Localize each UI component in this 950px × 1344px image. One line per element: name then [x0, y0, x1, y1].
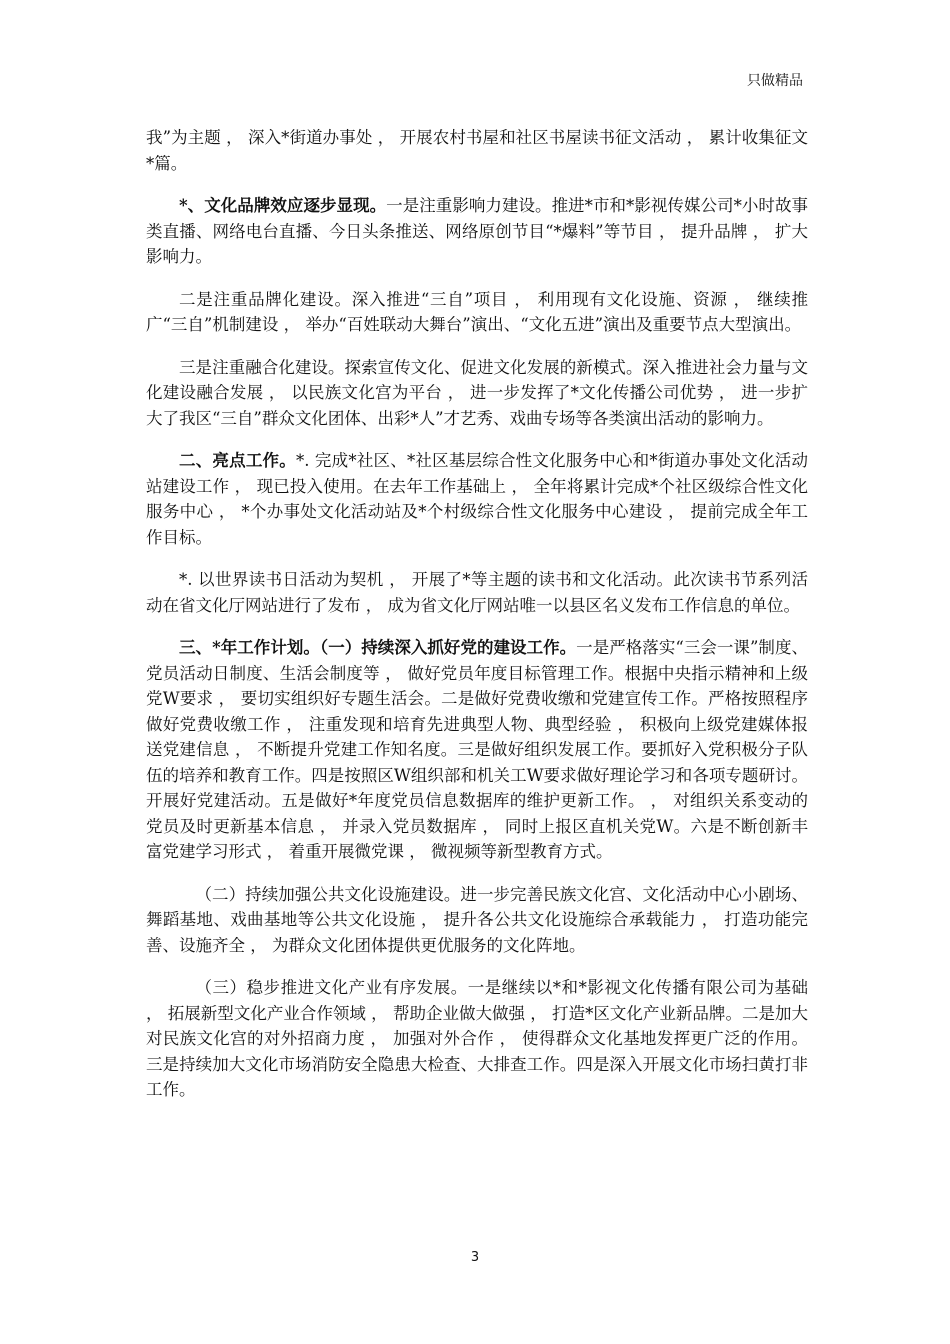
paragraph-text: *. 完成*社区、*社区基层综合性文化服务中心和*街道办事处文化活动站建设工作 ， 现已投入使用。在去年工作基础上 ， 全年将累计完成*个社区级综合性文化服务中心 ， *个办事处文化活动站及*个村级综合性文化服务中心建设 ， 提前完成全年工作目标。 [146, 451, 809, 547]
paragraph-text: 二是注重品牌化建设。深入推进“三自”项目 ， 利用现有文化设施、资源 ， 继续推广“三自”机制建设 ， 举办“百姓联动大舞台”演出、“文化五进”演出及重要节点大型演出。 [146, 289, 808, 334]
paragraph-1 [146, 125, 808, 176]
document-body [146, 125, 808, 1120]
paragraph-text: （三）稳步推进文化产业有序发展。一是继续以*和*影视文化传播有限公司为基础 ， 拓展新型文化产业合作领域 ， 帮助企业做大做强 ， 打造*区文化产业新品牌。二是加大对民族文化宫的对外招商力度 ， 加强对外合作 ， 使得群众文化基地发挥更广泛的作用。三是持续加大文化市场消防安全隐患大检查、大排查工作。四是深入开展文化市场扫黄打非工作。 [146, 978, 808, 1099]
paragraph-text: 一是严格落实“三会一课”制度、党员活动日制度、生活会制度等 ， 做好党员年度目标管理工作。根据中央指示精神和上级党W要求 ， 要切实组织好专题生活会。二是做好党费收缴和党建宣传工作。严格按照程序做好党费收缴工作 ， 注重发现和培育先进典型人物、典型经验 ， 积极向上级党建媒体报送党建信息 ， 不断提升党建工作知名度。三是做好组织发展工作。要抓好入党积极分子队伍的培养和教育工作。四是按照区W组织部和机关工W要求做好理论学习和各项专题研讨。开展好党建活动。五是做好*年度党员信息数据库的维护更新工作。 ， 对组织关系变动的党员及时更新基本信息 ， 并录入党员数据库 ， 同时上报区直机关党W。六是不断创新丰富党建学习形式 ， 着重开展微党课 ， 微视频等新型教育方式。 [146, 638, 808, 861]
paragraph-text: *. 以世界读书日活动为契机 ， 开展了*等主题的读书和文化活动。此次读书节系列活动在省文化厅网站进行了发布 ， 成为省文化厅网站唯一以县区名义发布工作信息的单位。 [146, 570, 808, 615]
paragraph-7 [146, 635, 808, 865]
paragraph-5 [146, 448, 808, 550]
page-number: 3 [470, 1250, 480, 1265]
paragraph-heading: 二、亮点工作。 [179, 451, 296, 470]
paragraph-6 [146, 567, 808, 618]
paragraph-text: 三是注重融合化建设。探索宣传文化、促进文化发展的新模式。深入推进社会力量与文化建设融合发展 ， 以民族文化宫为平台 ， 进一步发挥了*文化传播公司优势 ， 进一步扩大了我区“三自”群众文化团体、出彩*人”才艺秀、戏曲专场等各类演出活动的影响力。 [146, 357, 808, 428]
paragraph-4 [146, 355, 808, 432]
paragraph-heading: 三、*年工作计划。（一）持续深入抓好党的建设工作。 [179, 638, 577, 657]
paragraph-2 [146, 193, 808, 270]
paragraph-3 [146, 287, 808, 338]
paragraph-text: 我”为主题 ， 深入*街道办事处 ， 开展农村书屋和社区书屋读书征文活动 ， 累计收集征文*篇。 [146, 128, 808, 173]
paragraph-heading: *、文化品牌效应逐步显现。 [179, 196, 387, 215]
header-tag: 只做精品 [747, 73, 803, 89]
paragraph-text: （二）持续加强公共文化设施建设。进一步完善民族文化宫、文化活动中心小剧场、舞蹈基地、戏曲基地等公共文化设施 ， 提升各公共文化设施综合承载能力 ， 打造功能完善、设施齐全 ， 为群众文化团体提供更优服务的文化阵地。 [146, 884, 808, 955]
paragraph-8 [146, 882, 808, 959]
paragraph-9 [146, 975, 808, 1103]
paragraph-text: 一是注重影响力建设。推进*市和*影视传媒公司*小时故事类直播、网络电台直播、今日头条推送、网络原创节目“*爆料”等节目 ， 提升品牌 ， 扩大影响力。 [146, 196, 808, 266]
